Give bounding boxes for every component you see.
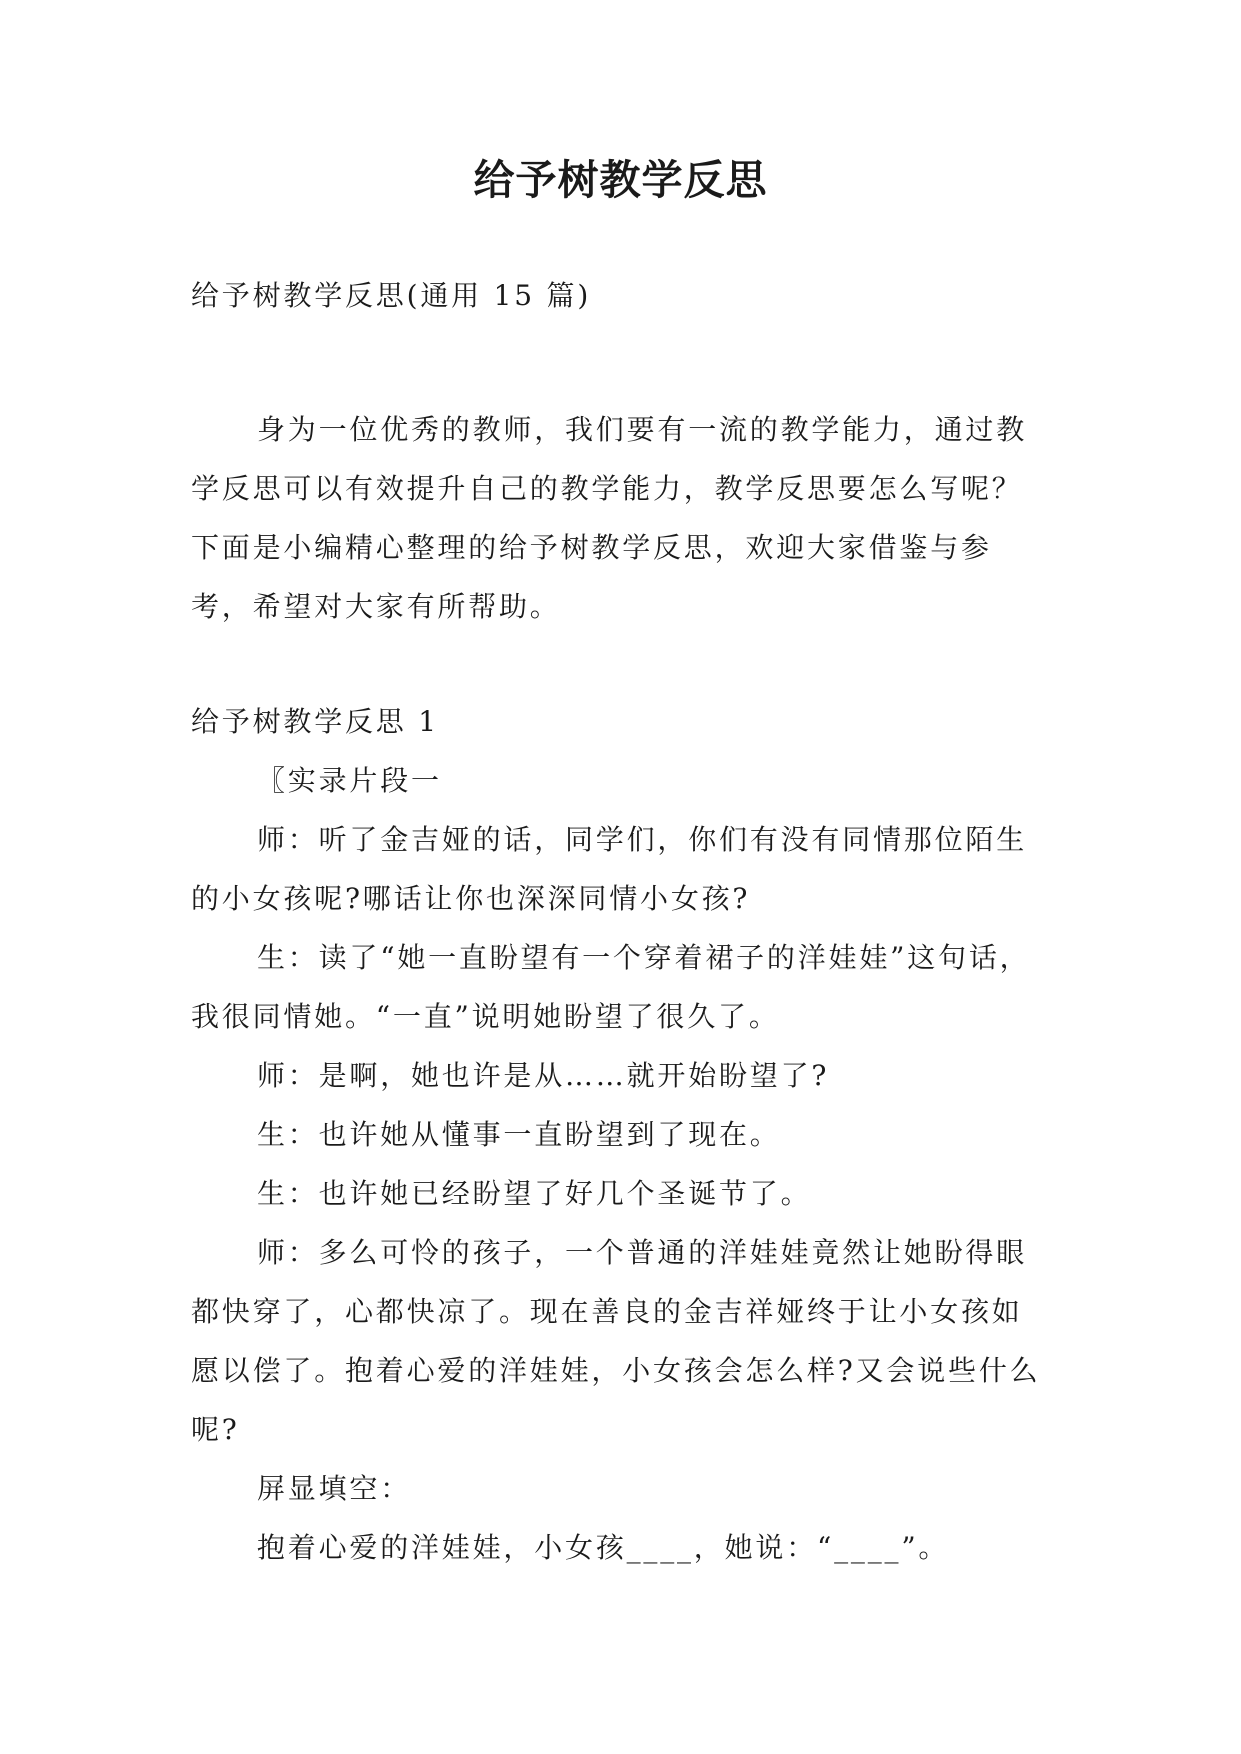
paragraph-teacher-speech: 师：多么可怜的孩子，一个普通的洋娃娃竟然让她盼得眼都快穿了，心都快凉了。现在善良的金吉祥娅终于让小女孩如愿以偿了。抱着心爱的洋娃娃，小女孩会怎么样?又会说些什么呢?: [191, 1236, 1041, 1446]
paragraph-teacher-prompt: 师：是啊，她也许是从……就开始盼望了?: [257, 1059, 830, 1092]
intro-paragraph: 身为一位优秀的教师，我们要有一流的教学能力，通过教学反思可以有效提升自己的教学能力，教学反思要怎么写呢？下面是小编精心整理的给予树教学反思，欢迎大家借鉴与参考，希望对大家有所帮助。: [191, 413, 1028, 623]
paragraph-screen-fill: 屏显填空：: [257, 1472, 412, 1505]
paragraph-record-header: 〖实录片段一: [257, 764, 442, 797]
paragraph-teacher-question: 师：听了金吉娅的话，同学们，你们有没有同情那位陌生的小女孩呢?哪话让你也深深同情小女孩?: [191, 823, 1028, 915]
document-title: 给予树教学反思: [473, 156, 768, 204]
dialog-section: [191, 751, 1051, 1577]
paragraph-student-answer: 生：也许她从懂事一直盼望到了现在。: [257, 1118, 781, 1151]
section-title: 给予树教学反思 1: [191, 705, 439, 738]
document-subtitle: 给予树教学反思(通用 15 篇): [191, 279, 592, 312]
paragraph-student-answer: 生：也许她已经盼望了好几个圣诞节了。: [257, 1177, 812, 1210]
paragraph-fill-blank: 抱着心爱的洋娃娃，小女孩____，她说：“____”。: [257, 1531, 950, 1564]
paragraph-student-answer: 生：读了“她一直盼望有一个穿着裙子的洋娃娃”这句话，我很同情她。“一直”说明她盼望了很久了。: [191, 941, 1031, 1033]
